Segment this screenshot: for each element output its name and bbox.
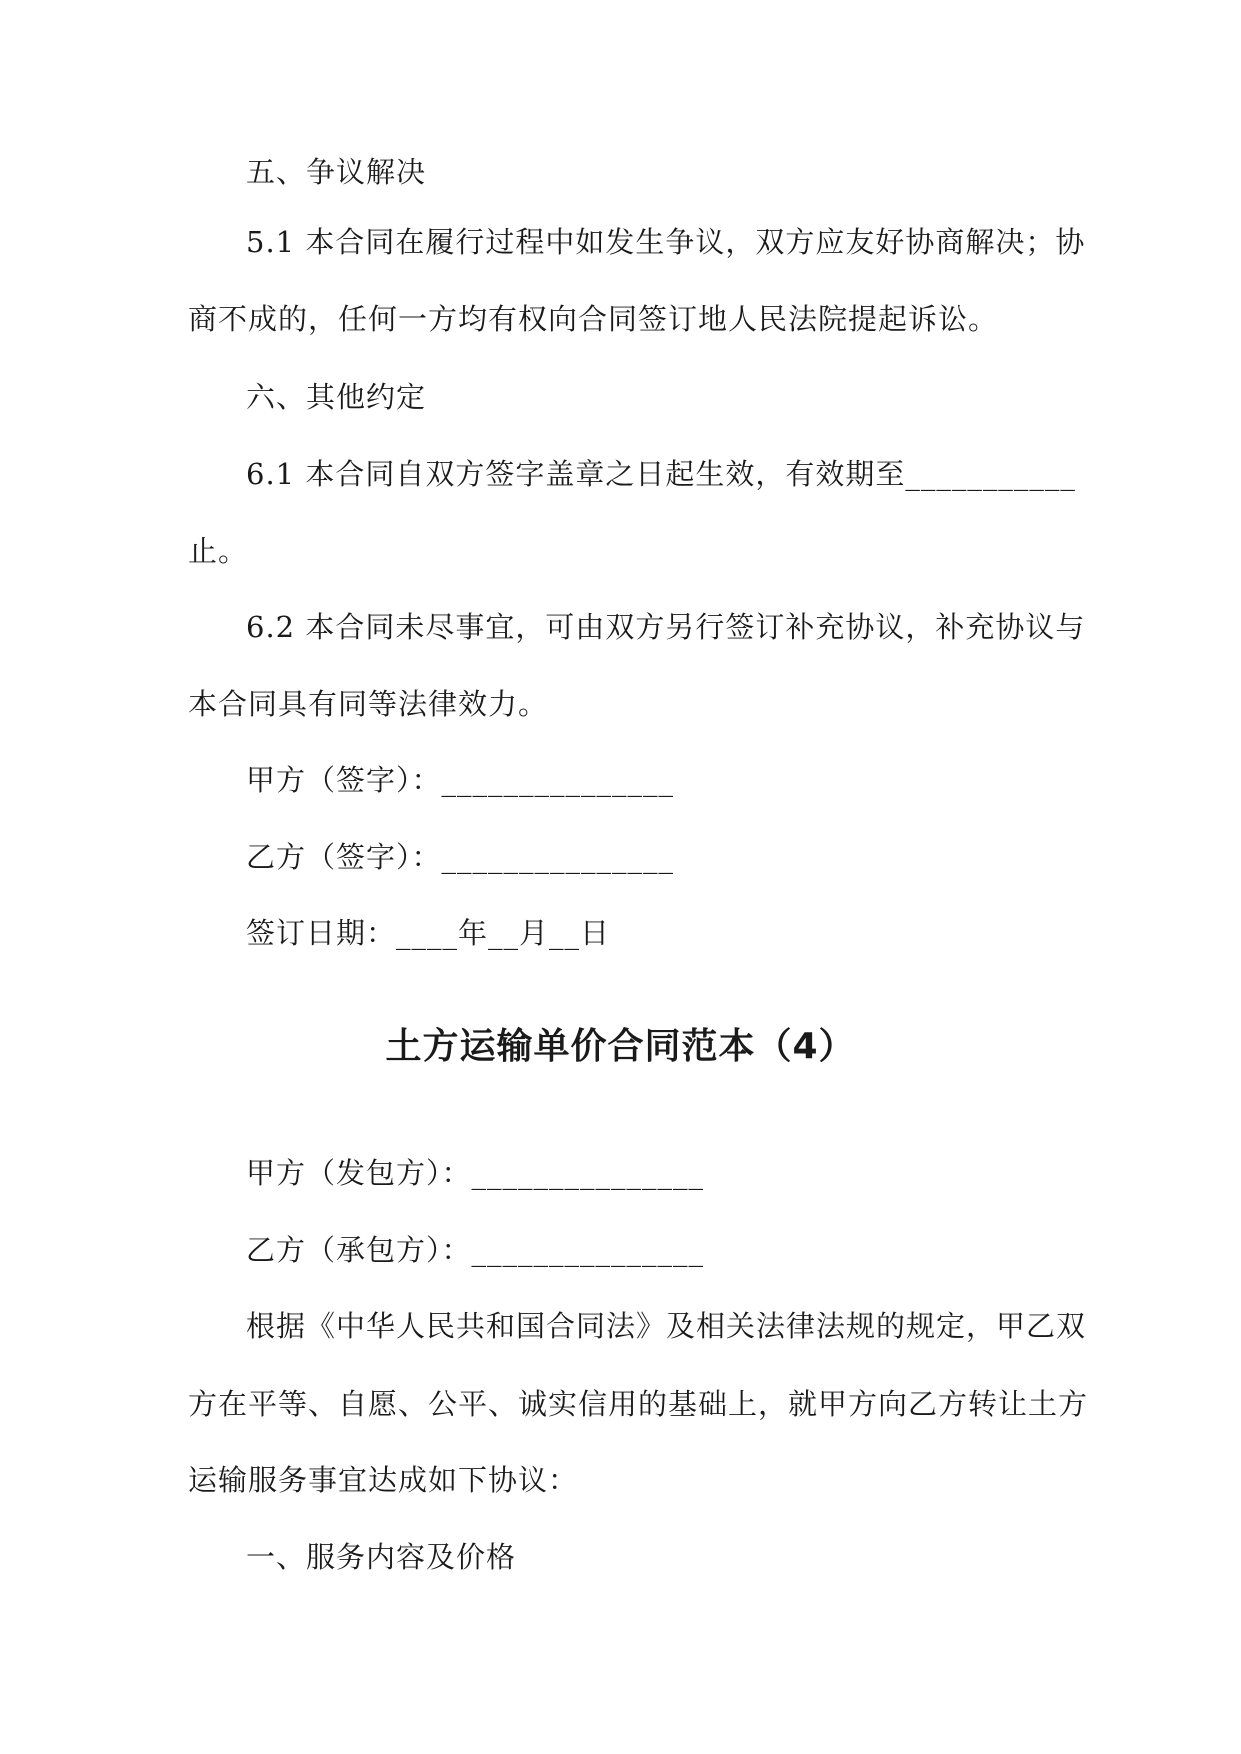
contract-4-party-a: 甲方（发包方）：_______________ bbox=[246, 1156, 705, 1190]
clause-6-1-line-1: 6.1 本合同自双方签字盖章之日起生效，有效期至___________ bbox=[246, 457, 1076, 491]
section-5-heading: 五、争议解决 bbox=[246, 155, 427, 189]
section-6-heading: 六、其他约定 bbox=[246, 380, 427, 414]
preamble-line-2: 方在平等、自愿、公平、诚实信用的基础上，就甲方向乙方转让土方 bbox=[188, 1387, 1089, 1421]
preamble-line-3: 运输服务事宜达成如下协议： bbox=[188, 1463, 579, 1497]
clause-6-2-line-2: 本合同具有同等法律效力。 bbox=[188, 687, 549, 721]
party-b-signature-line: 乙方（签字）：_______________ bbox=[246, 840, 675, 874]
party-a-signature-line: 甲方（签字）：_______________ bbox=[246, 763, 675, 797]
signing-date-line: 签订日期：____年__月__日 bbox=[246, 916, 611, 950]
preamble-line-1: 根据《中华人民共和国合同法》及相关法律法规的规定，甲乙双 bbox=[246, 1309, 1087, 1343]
clause-6-1-line-2: 止。 bbox=[188, 534, 249, 568]
section-1-heading: 一、服务内容及价格 bbox=[246, 1540, 517, 1574]
contract-title: 土方运输单价合同范本（4） bbox=[385, 1026, 856, 1067]
clause-5-1-line-2: 商不成的，任何一方均有权向合同签订地人民法院提起诉讼。 bbox=[188, 302, 999, 336]
contract-4-party-b: 乙方（承包方）：_______________ bbox=[246, 1233, 705, 1267]
clause-6-2-line-1: 6.2 本合同未尽事宜，可由双方另行签订补充协议，补充协议与 bbox=[246, 610, 1086, 644]
clause-5-1-line-1: 5.1 本合同在履行过程中如发生争议，双方应友好协商解决；协 bbox=[246, 225, 1086, 259]
